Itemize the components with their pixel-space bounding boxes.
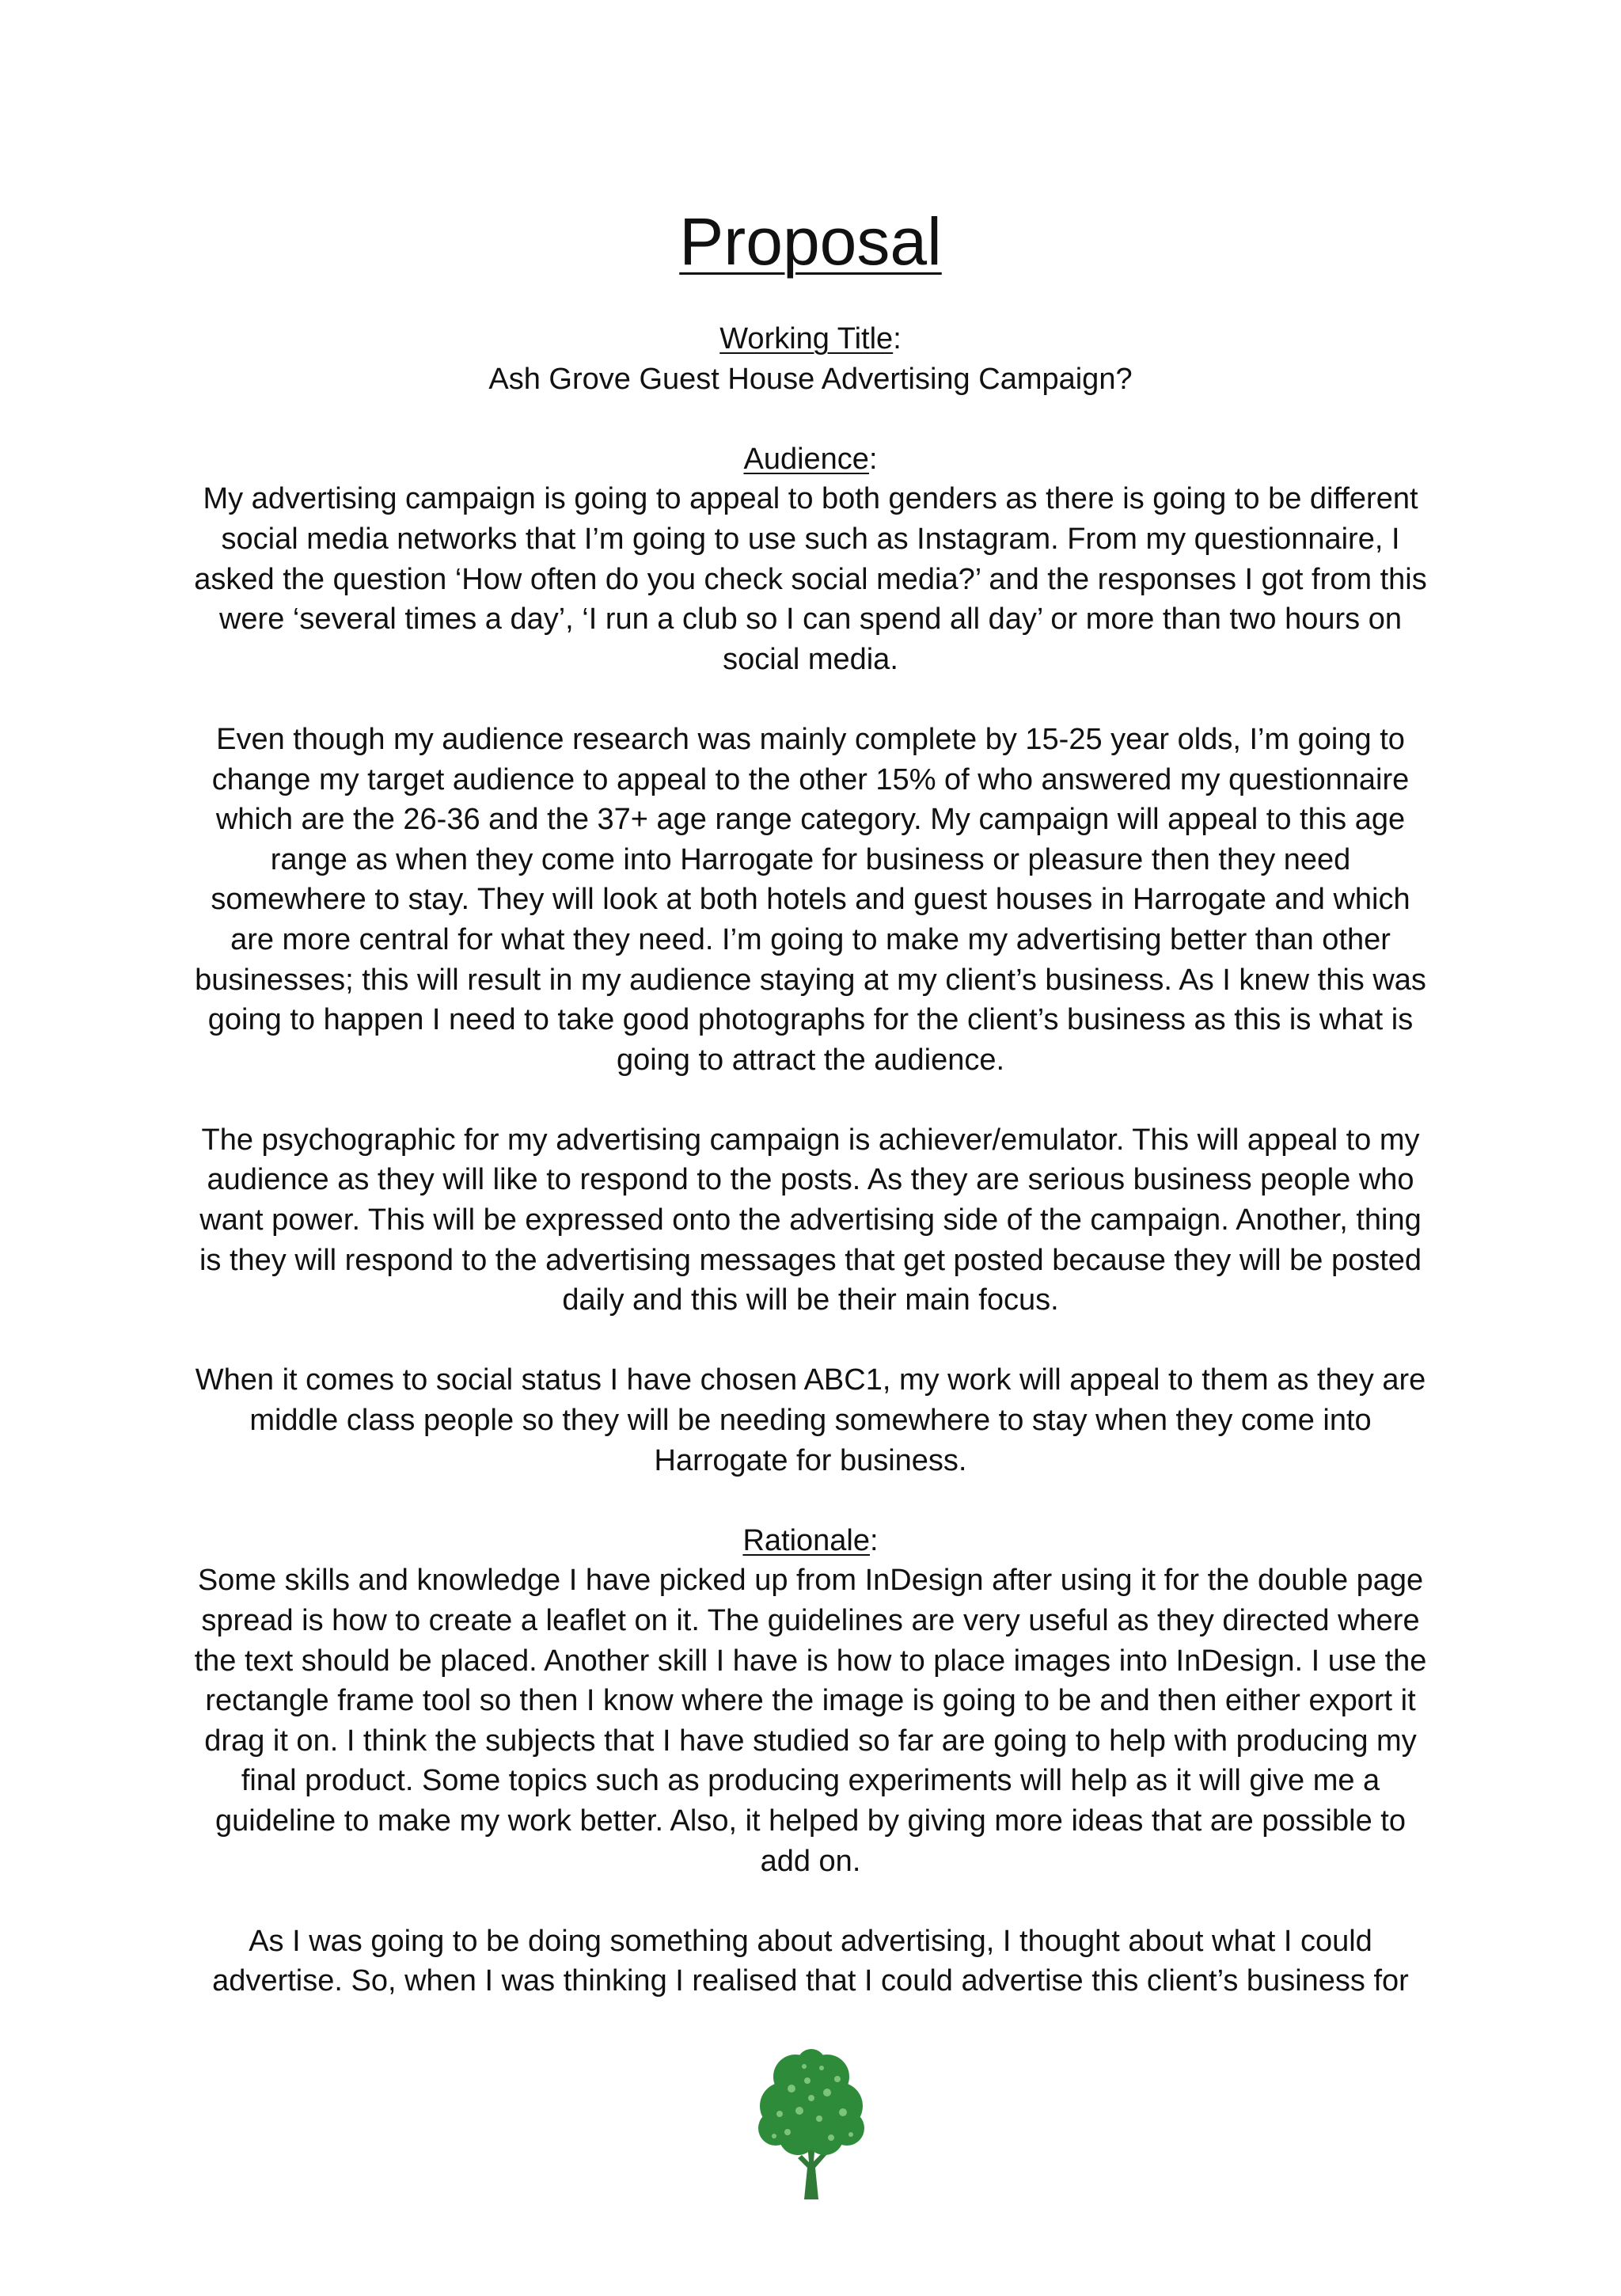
audience-paragraph-3: The psychographic for my advertising campaign is achiever/emulator. This will appeal to my audience as they will like to respond to the posts. As they are serious business people who want power. This will be expressed onto the advertising side of the campaign. Another, thing is they will respond to the advertising messages that get posted because they will be posted daily and this will be their main focus.: [199, 1123, 1422, 1317]
spacer: [193, 1481, 1428, 1521]
audience-colon: :: [868, 442, 878, 476]
working-title-heading: [193, 319, 1428, 359]
audience-paragraph-4: When it comes to social status I have chosen ABC1, my work will appeal to them as they are middle class people so they will be needing somewhere to stay when they come into Harrogate for business.: [195, 1363, 1426, 1477]
document-body: [193, 319, 1428, 2001]
working-title-value: Ash Grove Guest House Advertising Campaign?: [488, 362, 1133, 396]
working-title-label: Working Title: [719, 322, 894, 355]
spacer: [193, 1080, 1428, 1120]
working-title-colon: :: [893, 322, 902, 355]
rationale-heading: [193, 1521, 1428, 1561]
spacer: [193, 399, 1428, 439]
rationale-colon: :: [870, 1523, 879, 1557]
rationale-paragraph-1: Some skills and knowledge I have picked up from InDesign after using it for the double page spread is how to create a leaflet on it. The guidelines are very useful as they directed where the text should be placed. Another skill I have is how to place images into InDesign. I use the rectangle frame tool so then I know where the image is going to be and then either export it drag it on. I think the subjects that I have studied so far are going to help with producing my final product. Some topics such as producing experiments will help as it will give me a guideline to make my work better. Also, it helped by giving more ideas that are possible to add on.: [194, 1564, 1427, 1878]
audience-paragraph-2: Even though my audience research was mainly complete by 15-25 year olds, I’m going to change my target audience to appeal to the other 15% of who answered my questionnaire which are the 26-36 and the 37+ age range category. My campaign will appeal to this age range as when they come into Harrogate for business or pleasure then they need somewhere to stay. They will look at both hotels and guest houses in Harrogate and which are more central for what they need. I’m going to make my advertising better than other businesses; this will result in my audience staying at my client’s business. As I knew this was going to happen I need to take good photographs for the client’s business as this is what is going to attract the audience.: [195, 722, 1426, 1077]
tree-icon: [752, 2049, 871, 2199]
page-title: Proposal: [679, 204, 942, 279]
audience-paragraph-1: My advertising campaign is going to appeal to both genders as there is going to be different social media networks that I’m going to use such as Instagram. From my questionnaire, I asked the question ‘How often do you check social media?’ and the responses I got from this were ‘several times a day’, ‘I run a club so I can spend all day’ or more than two hours on social media.: [194, 482, 1427, 676]
audience-heading: [193, 439, 1428, 480]
rationale-label: Rationale: [742, 1523, 870, 1557]
spacer: [193, 679, 1428, 720]
rationale-paragraph-2: As I was going to be doing something about advertising, I thought about what I could advertise. So, when I was thinking I realised that I could advertise this client’s business for: [212, 1924, 1409, 1998]
audience-label: Audience: [743, 442, 869, 476]
spacer: [193, 1881, 1428, 1922]
spacer: [193, 1321, 1428, 1361]
